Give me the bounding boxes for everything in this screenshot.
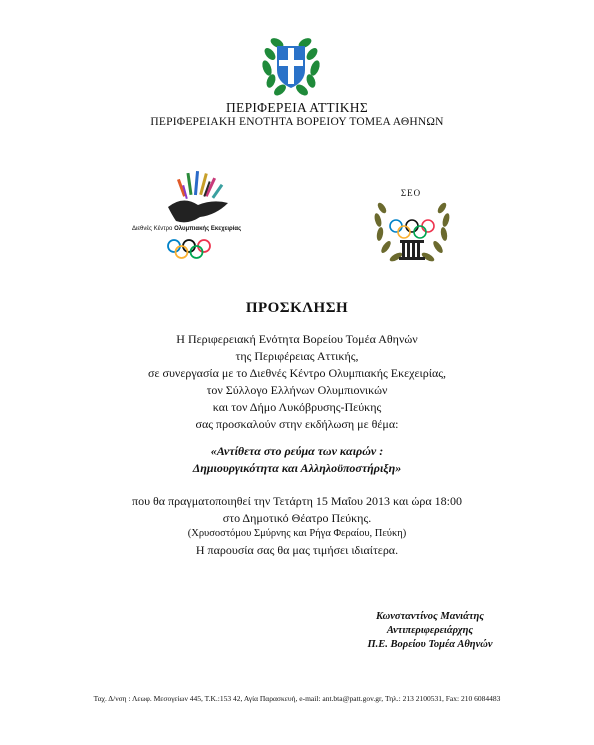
event-theme-line: «Αντίθετα στο ρεύμα των καιρών : [210,444,384,458]
paragraph-line: σας προσκαλούν στην εκδήλωση με θέμα: [195,417,399,431]
paragraph-line: της Περιφέρειας Αττικής, [235,349,359,363]
paragraph-line: τον Σύλλογο Ελλήνων Ολυμπιονικών [206,383,388,397]
greek-olympians-letters: ΣΕΟ [400,188,422,198]
paragraph-line: Η Περιφερειακή Ενότητα Βορείου Τομέα Αθηνών [176,332,418,346]
invitation-title: ΠΡΟΣΚΛΗΣΗ [245,300,349,316]
signatory-role: Αντιπεριφερειάρχης [386,625,474,636]
closing-line: Η παρουσία σας θα μας τιμήσει ιδιαίτερα. [195,543,399,557]
greek-emblem-icon [257,30,325,98]
paragraph-line: σε συνεργασία με το Διεθνές Κέντρο Ολυμπιακής Εκεχειρίας, [147,366,447,380]
olympic-truce-caption: Διεθνές Κέντρο Ολυμπιακής Εκεχειρίας [132,226,242,232]
event-venue: στο Δημοτικό Θέατρο Πεύκης. [222,511,372,525]
greek-olympians-association-logo [370,190,454,270]
olympic-rings-icon [166,238,212,262]
event-address: (Χρυσοστόμου Σμύρνης και Ρήγα Φεραίου, Πεύκη) [187,528,407,539]
signatory-name: Κωνσταντίνος Μανιάτης [375,611,484,622]
paragraph-line: και τον Δήμο Λυκόβρυσης-Πεύκης [212,400,382,414]
event-date-time: που θα πραγματοποιηθεί την Τετάρτη 15 Μαΐου 2013 και ώρα 18:00 [132,494,462,508]
signatory-unit: Π.Ε. Βορείου Τομέα Αθηνών [367,639,493,650]
footer-contact: Ταχ. Δ/νση : Λεωφ. Μεσογείων 445, Τ.Κ.:153 42, Αγία Παρασκευή, e-mail: ant.bta@patt.gov.gr, Τηλ.: 213 2100531, Fax: 210 6084483 [93,694,501,703]
header-unit: ΠΕΡΙΦΕΡΕΙΑΚΗ ΕΝΟΤΗΤΑ ΒΟΡΕΙΟΥ ΤΟΜΕΑ ΑΘΗΝΩΝ [150,116,444,128]
header-region: ΠΕΡΙΦΕΡΕΙΑ ΑΤΤΙΚΗΣ [225,100,368,115]
event-theme-line: Δημιουργικότητα και Αλληλοϋποστήριξη» [192,461,402,475]
